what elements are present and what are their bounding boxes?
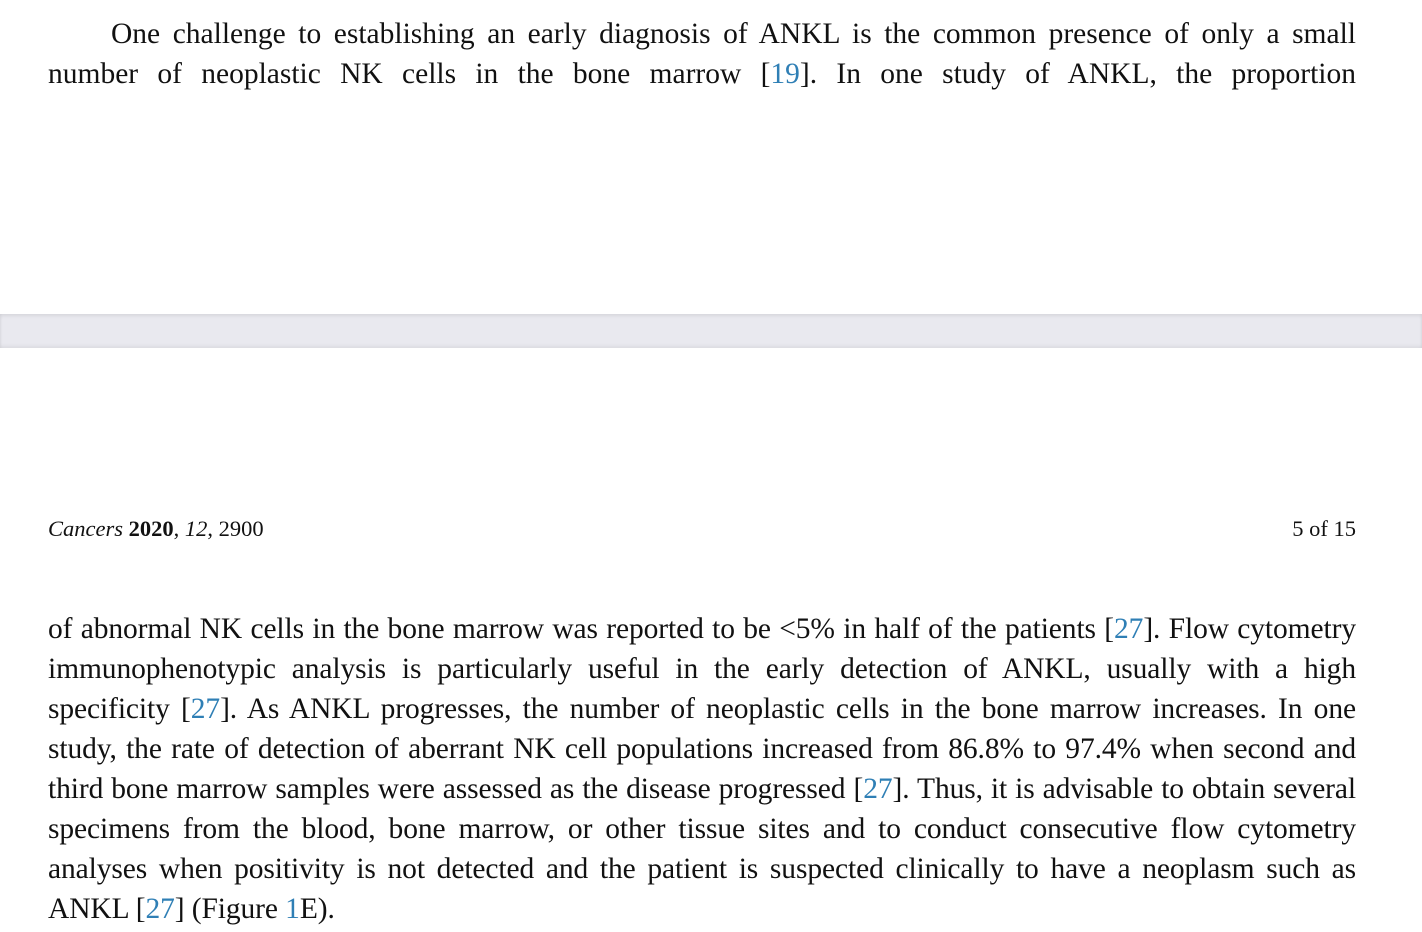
paragraph-text: ]. Flow cytometry immunophenotypic analysis is particularly useful in the early detection of ANKL, usually with a high specificity [ bbox=[48, 613, 1356, 725]
header-separator: , bbox=[207, 516, 219, 541]
header-separator: , bbox=[173, 516, 185, 541]
body-paragraph-bottom bbox=[48, 609, 1356, 929]
citation-link[interactable]: 27 bbox=[1114, 613, 1144, 645]
figure-link[interactable]: 1 bbox=[285, 893, 300, 925]
paragraph-text: of abnormal NK cells in the bone marrow was reported to be <5% in half of the patients [ bbox=[48, 613, 1115, 645]
paragraph-text: ]. As ANKL progresses, the number of neoplastic cells in the bone marrow increases. In one study, the rate of detection of aberrant NK cell populations increased from 86.8% to 97.4% when second and third bone marrow samples were assessed as the disease progressed [ bbox=[48, 693, 1356, 805]
body-paragraph-top bbox=[48, 14, 1356, 94]
publication-year: 2020 bbox=[128, 516, 174, 541]
paragraph-text: ]. In one study of ANKL, the proportion bbox=[799, 58, 1356, 90]
paragraph-text: ]. Thus, it is advisable to obtain several specimens from the blood, bone marrow, or other tissue sites and to conduct consecutive flow cytometry analyses when positivity is not detected and the patient is suspected clinically to have a neoplasm such as ANKL [ bbox=[48, 773, 1356, 925]
article-number: 2900 bbox=[218, 516, 264, 541]
page-separator bbox=[0, 314, 1422, 348]
page-number: 5 of 15 bbox=[1292, 516, 1356, 541]
paragraph-text: ] (Figure bbox=[174, 893, 286, 925]
citation-link[interactable]: 27 bbox=[145, 893, 175, 925]
citation-link[interactable]: 19 bbox=[770, 58, 800, 90]
journal-volume: 12 bbox=[184, 516, 208, 541]
citation-link[interactable]: 27 bbox=[190, 693, 221, 725]
paragraph-text: E). bbox=[299, 893, 335, 925]
running-header bbox=[48, 514, 1356, 544]
citation-link[interactable]: 27 bbox=[863, 773, 893, 805]
journal-name: Cancers bbox=[48, 516, 123, 541]
paragraph-text: One challenge to establishing an early diagnosis of ANKL is the common presence of only a small number of neoplastic NK cells in the bone marrow [ bbox=[48, 18, 1356, 90]
